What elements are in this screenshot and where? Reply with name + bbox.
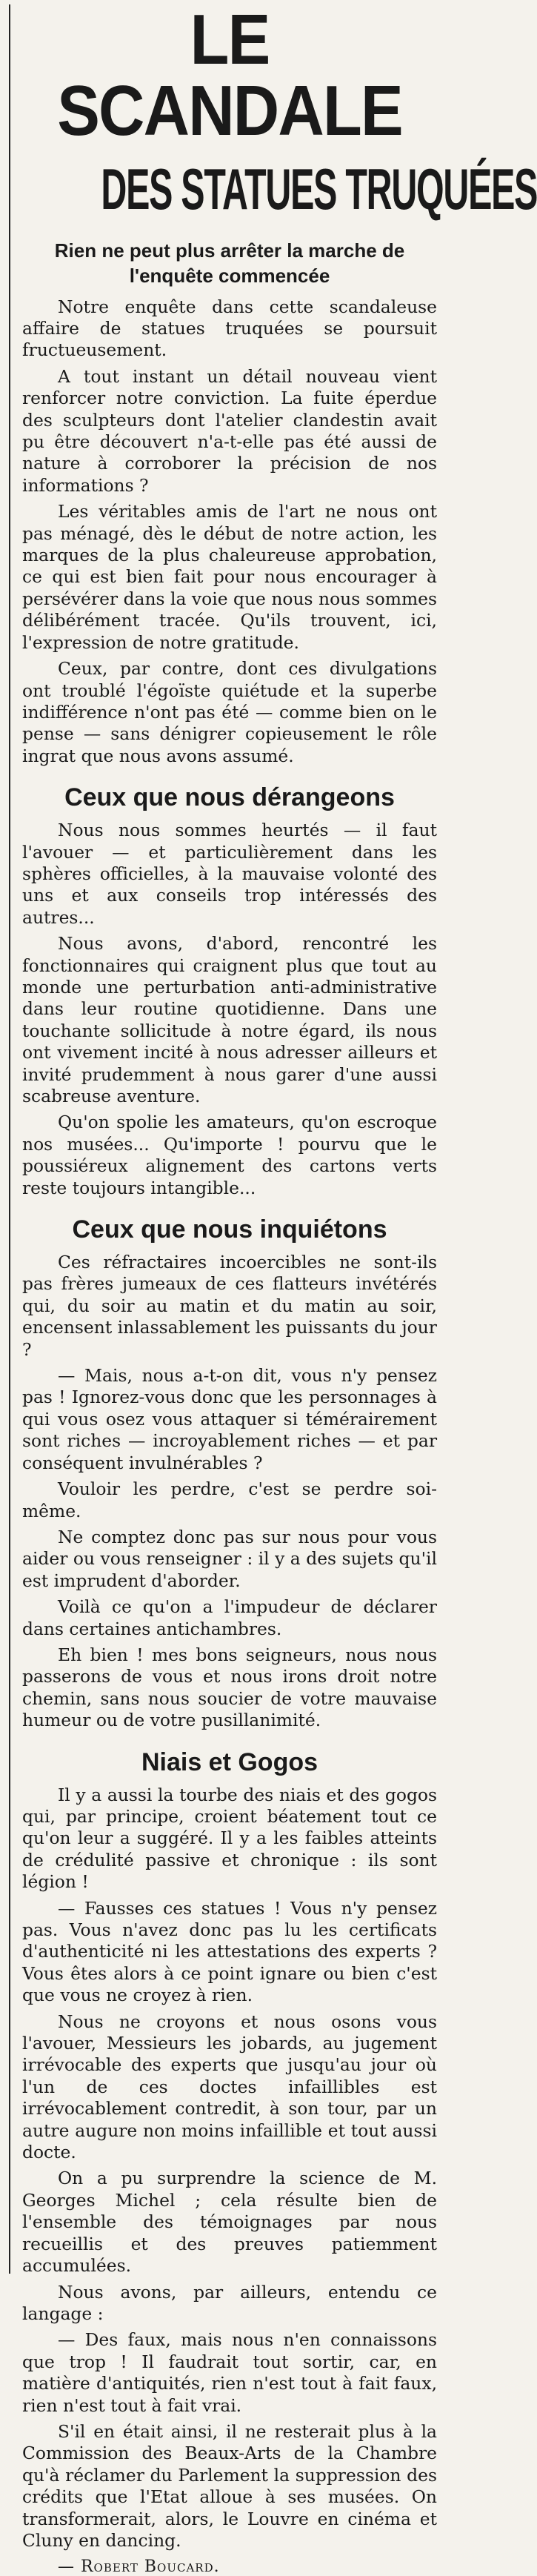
section-heading: Niais et Gogos (141, 1747, 318, 1776)
headline-line-2: DES STATUES TRUQUÉES (101, 156, 537, 222)
paragraph: Il y a aussi la tourbe des niais et des gogos qui, par principe, croient béatement tout ce qu'on leur a suggéré. Il y a les faibles atteints de crédulité passive et chronique : ils sont légion ! (22, 1784, 437, 1893)
paragraph: Notre enquête dans cette scandaleuse affaire de statues truquées se poursuit fructueusement. (22, 296, 437, 361)
author-name: — Robert Boucard. (58, 2557, 220, 2576)
paragraph: — Mais, nous a-t-on dit, vous n'y pensez pas ! Ignorez-vous donc que les personnages à qui vous osez vous attaquer si témérairement sont riches — incroyablement riches — et par conséquent invulnérables ? (22, 1365, 437, 1473)
byline (22, 2557, 437, 2576)
paragraph: Ne comptez donc pas sur nous pour vous aider ou vous renseigner : il y a des sujets qu'il est imprudent d'aborder. (22, 1526, 437, 1591)
paragraph: Ces réfractaires incoercibles ne sont-ils pas frères jumeaux de ces flatteurs invétérés qui, du soir au matin et du matin au soir, encensent inlassablement les puissants du jour ? (22, 1252, 437, 1360)
paragraph: Nous avons, par ailleurs, entendu ce langage : (22, 2281, 437, 2324)
paragraph: Voilà ce qu'on a l'impudeur de déclarer dans certaines antichambres. (22, 1596, 437, 1639)
intro-section (22, 296, 437, 768)
headline-line-1: LE SCANDALE (57, 0, 402, 150)
paragraph: On a pu surprendre la science de M. Georges Michel ; cela résulte bien de l'ensemble des témoignages par nous recueillis et des preuves patiemment accumulées. (22, 2168, 437, 2277)
paragraph: Les véritables amis de l'art ne nous ont pas ménagé, dès le début de notre action, les marques de la plus chaleureuse approbation, ce qui est bien fait pour nous encourager à persévérer dans la voie que nous nous sommes délibérément tracée. Qu'ils trouvent, ici, l'expression de notre gratitude. (22, 501, 437, 653)
section-heading: Ceux que nous inquiétons (72, 1215, 387, 1244)
paragraph: Ceux, par contre, dont ces divulgations ont troublé l'égoïste quiétude et la superbe indifférence n'ont pas été — comme bien on le pense — sans dénigrer copieusement le rôle ingrat que nous avons assumé. (22, 658, 437, 766)
paragraph: Nous nous sommes heurtés — il faut l'avouer — et particulièrement dans les sphères officielles, à la mauvaise volonté des uns et aux conseils trop intéressés des autres... (22, 820, 437, 928)
paragraph: — Fausses ces statues ! Vous n'y pensez pas. Vous n'avez donc pas lu les certificats d'authenticité ni les attestations des experts ? Vous êtes alors à ce point ignare ou bien c'est que vous ne croyez à rien. (22, 1897, 437, 2006)
column-rule (9, 4, 10, 2274)
subheadline: Rien ne peut plus arrêter la marche de l'enquête commencée (54, 239, 405, 287)
paragraph: Qu'on spolie les amateurs, qu'on escroque nos musées... Qu'importe ! pourvu que le poussiéreux alignement des cartons verts reste toujours intangible... (22, 1112, 437, 1198)
paragraph: Nous avons, d'abord, rencontré les fonctionnaires qui craignent plus que tout au monde une perturbation anti-administrative dans leur routine quotidienne. Dans une touchante sollicitude à notre égard, ils nous ont vivement incité à nous adresser ailleurs et invité prudemment à nous garer d'une aussi scabreuse aventure. (22, 933, 437, 1106)
paragraph: A tout instant un détail nouveau vient renforcer notre conviction. La fuite éperdue des sculpteurs dont l'atelier clandestin avait pu être découvert n'a-t-elle pas été aussi de nature à corroborer la précision de nos informations ? (22, 365, 437, 496)
paragraph: — Des faux, mais nous n'en connaissons que trop ! Il faudrait tout sortir, car, en matière d'antiquités, rien n'est tout à fait faux, rien n'est tout à fait vrai. (22, 2329, 437, 2416)
section-heading: Ceux que nous dérangeons (64, 783, 395, 812)
paragraph: S'il en était ainsi, il ne resterait plus à la Commission des Beaux-Arts de la Chambre qu'à réclamer du Parlement la suppression des crédits que l'Etat alloue à ses musées. On transformerait, alors, le Louvre en cinéma et Cluny en dancing. (22, 2420, 437, 2551)
paragraph: Eh bien ! mes bons seigneurs, nous nous passerons de vous et nous irons droit notre chemin, sans nous soucier de votre mauvaise humeur ou de votre pusillanimité. (22, 1644, 437, 1731)
paragraph: Vouloir les perdre, c'est se perdre soi-même. (22, 1478, 437, 1521)
paragraph: Nous ne croyons et nous osons vous l'avouer, Messieurs les jobards, au jugement irrévocable des experts que jusqu'au jour où l'un de ces doctes infaillibles est irrévocablement contredit, à son tour, par un autre augure non moins infaillible et tout aussi docte. (22, 2011, 437, 2163)
